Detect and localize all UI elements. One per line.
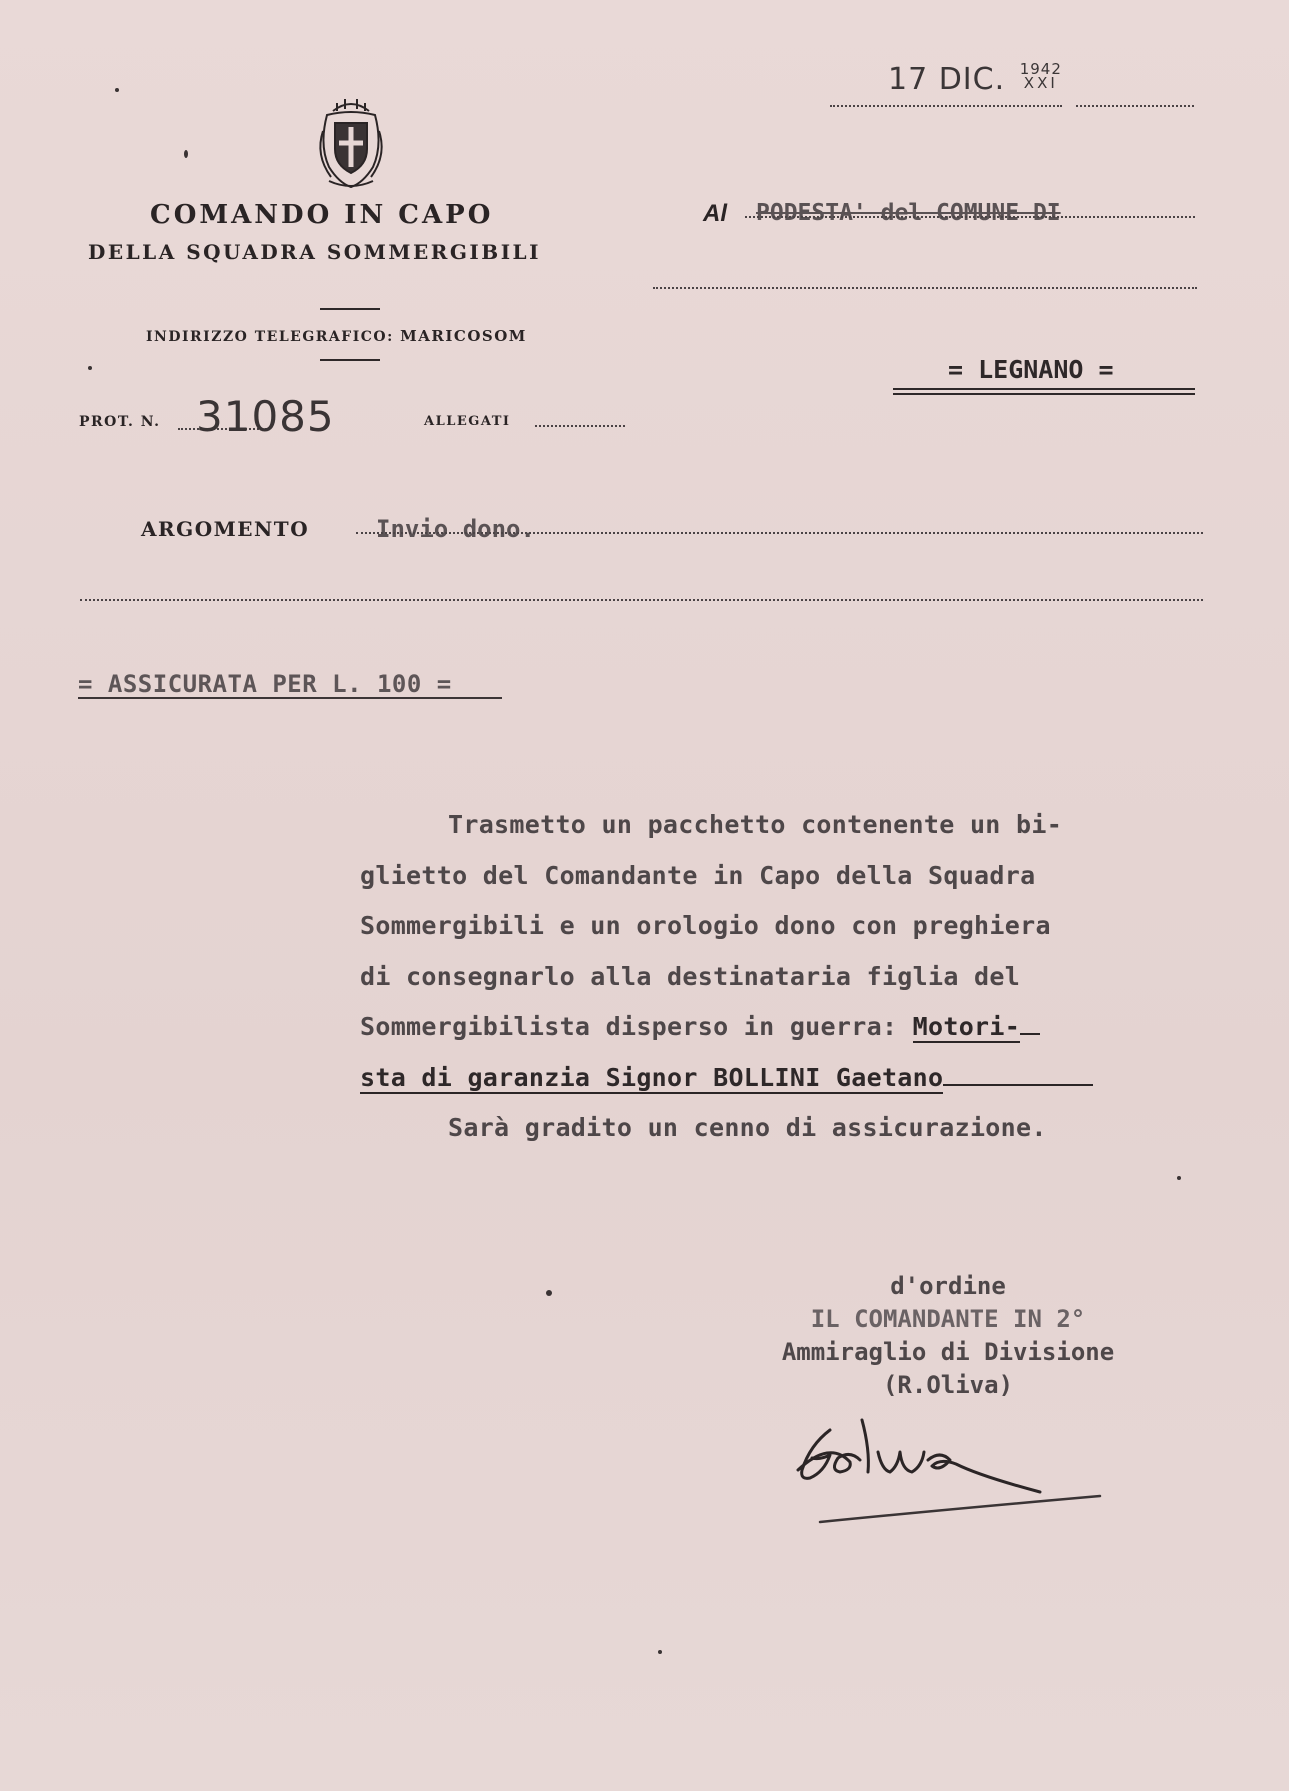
- paper-speck: [546, 1290, 552, 1296]
- date-day-month: 17 DIC.: [888, 62, 1006, 97]
- date-line-2: [1076, 105, 1194, 107]
- royal-crest-emblem: [313, 95, 389, 190]
- header-divider-top: [320, 308, 380, 310]
- subject-value: Invio dono.: [376, 515, 535, 543]
- signature-line-4: (R.Oliva): [882, 1371, 1014, 1399]
- signature-line-3: Ammiraglio di Divisione: [781, 1338, 1115, 1366]
- header-divider-bottom: [320, 359, 380, 361]
- paper-speck: [658, 1650, 662, 1654]
- paper-speck: [1177, 1176, 1181, 1180]
- subject-line-2-dots: [80, 599, 1203, 601]
- body-line-6: [360, 1053, 1160, 1104]
- body-line-2: glietto del Comandante in Capo della Squadra: [360, 860, 1036, 890]
- recipient-line-2-dots: [653, 287, 1197, 289]
- recipient-city-underline: [893, 388, 1195, 395]
- subject-label: ARGOMENTO: [141, 517, 310, 541]
- insured-note: = ASSICURATA PER L. 100 =: [78, 670, 452, 698]
- underline-tail-2: [943, 1084, 1093, 1086]
- date-year: 1942: [1019, 60, 1062, 78]
- body-line-3: Sommergibili e un orologio dono con preghiera: [360, 911, 1051, 940]
- letter-body: [360, 800, 1160, 1154]
- allegati-line: [535, 425, 625, 427]
- underline-tail-1: [1020, 1033, 1040, 1035]
- telegraph-value: MARICOSOM: [400, 327, 527, 345]
- body-line-5-text: Sommergibilista disperso in guerra:: [360, 1012, 913, 1041]
- allegati-label: ALLEGATI: [424, 414, 511, 429]
- telegraph-label: INDIRIZZO TELEGRAFICO:: [146, 329, 394, 345]
- paper-speck: [184, 150, 188, 158]
- signature-block: [668, 1270, 1228, 1402]
- subject-line-dots: [356, 532, 1203, 534]
- telegraph-address: [146, 327, 527, 345]
- prot-number: 31085: [196, 392, 335, 441]
- signature-line-2: IL COMANDANTE IN 2°: [810, 1305, 1086, 1333]
- recipient-line-1: PODESTA' del COMUNE DI: [756, 200, 1061, 226]
- body-line-7: Sarà gradito un cenno di assicurazione.: [448, 1113, 1047, 1142]
- insured-underline: [78, 697, 502, 699]
- body-line-6-text: sta di garanzia Signor: [360, 1062, 714, 1092]
- handwritten-signature: [790, 1400, 1110, 1530]
- body-line-4: di consegnarlo alla destinataria figlia del: [360, 961, 1021, 991]
- body-line-5: [360, 1002, 1160, 1053]
- date-stamp: [888, 62, 1062, 97]
- date-line-1: [830, 105, 1062, 107]
- header-subtitle: DELLA SQUADRA SOMMERGIBILI: [88, 240, 541, 264]
- underlined-motorist: Motori-: [912, 1012, 1021, 1041]
- underlined-sailor-name: BOLLINI Gaetano: [713, 1062, 944, 1092]
- body-line-1: Trasmetto un pacchetto contenente un bi-: [448, 810, 1063, 839]
- date-era: XXI: [1023, 74, 1058, 92]
- signature-line-1: d'ordine: [890, 1272, 1006, 1300]
- paper-speck: [115, 88, 119, 92]
- header-title: COMANDO IN CAPO: [150, 200, 494, 230]
- date-year-block: [1020, 62, 1062, 90]
- recipient-prefix: Al: [703, 200, 727, 227]
- recipient-city: = LEGNANO =: [948, 355, 1114, 384]
- paper-speck: [88, 366, 92, 370]
- prot-label: PROT. N.: [79, 414, 161, 430]
- recipient-line-1-dots: [745, 216, 1195, 218]
